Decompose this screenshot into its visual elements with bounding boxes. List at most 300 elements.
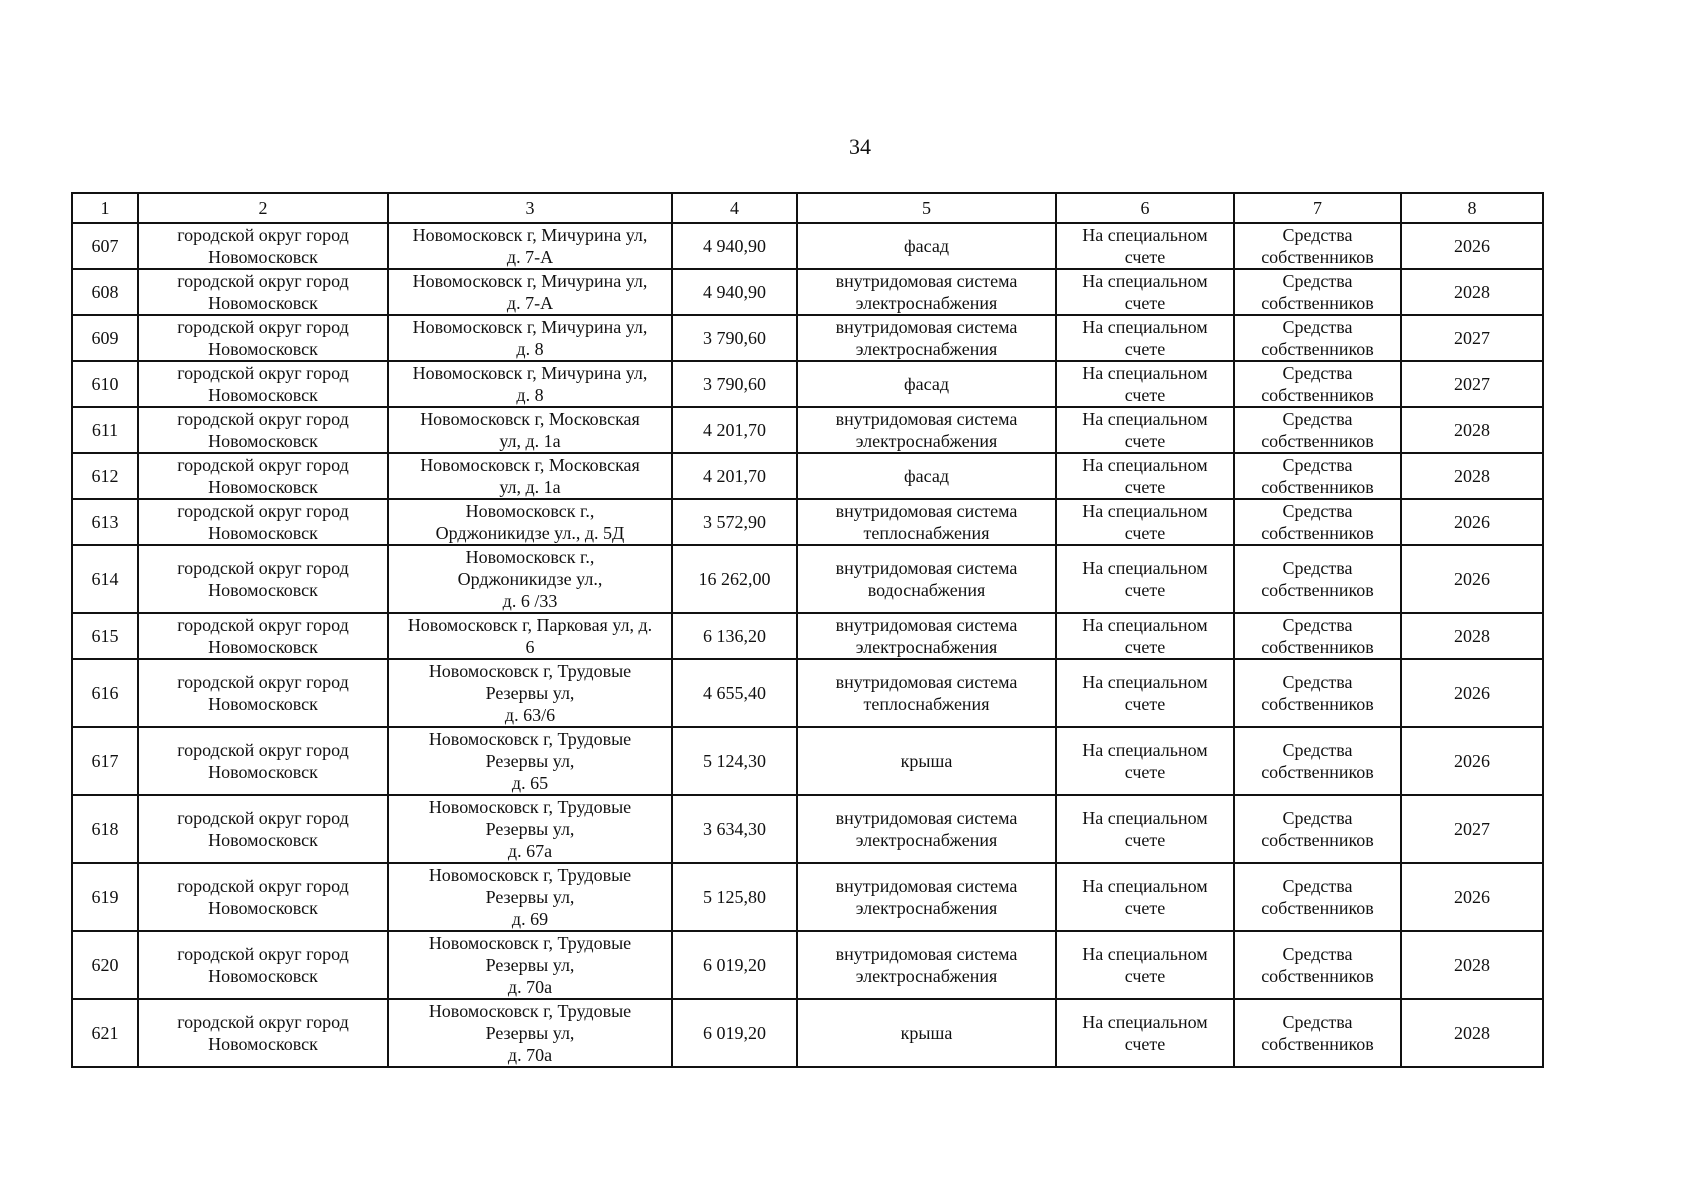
address-cell-line: Новомосковск г, Мичурина ул,: [412, 317, 648, 337]
funding-source-cell-line: собственников: [1261, 339, 1374, 359]
area-cell: 4 201,70: [672, 453, 797, 499]
funding-source-cell-line: Средства: [1282, 271, 1353, 291]
municipality-cell: [138, 499, 388, 545]
table-row: [72, 223, 1543, 269]
address-cell-line: Резервы ул,: [485, 1023, 575, 1043]
address-cell-line: Новомосковск г, Мичурина ул,: [412, 271, 648, 291]
work-type-cell-line: крыша: [900, 1023, 953, 1043]
area-cell: 4 940,90: [672, 223, 797, 269]
funding-source-cell-line: Средства: [1282, 876, 1353, 896]
fund-method-cell-line: На специальном: [1082, 225, 1208, 245]
year-cell: 2027: [1401, 361, 1543, 407]
year-cell: 2026: [1401, 863, 1543, 931]
year-cell: 2028: [1401, 269, 1543, 315]
funding-source-cell-line: Средства: [1282, 501, 1353, 521]
work-type-cell-line: крыша: [900, 751, 953, 771]
address-cell-line: д. 69: [511, 909, 549, 929]
area-cell: 4 940,90: [672, 269, 797, 315]
row-number-cell: 616: [72, 659, 138, 727]
address-cell-line: Новомосковск г, Трудовые: [428, 661, 632, 681]
municipality-cell: [138, 613, 388, 659]
fund-method-cell: [1056, 315, 1234, 361]
fund-method-cell: [1056, 863, 1234, 931]
address-cell: [388, 863, 672, 931]
row-number-cell: 612: [72, 453, 138, 499]
table-row: [72, 269, 1543, 315]
address-cell-line: д. 7-А: [506, 247, 554, 267]
fund-method-cell-line: счете: [1124, 339, 1166, 359]
municipality-cell-line: Новомосковск: [208, 293, 318, 313]
column-header: 2: [138, 193, 388, 223]
fund-method-cell-line: На специальном: [1082, 615, 1208, 635]
address-cell-line: Новомосковск г, Мичурина ул,: [412, 363, 648, 383]
address-cell-line: Резервы ул,: [485, 819, 575, 839]
area-cell: 3 790,60: [672, 361, 797, 407]
funding-source-cell: [1234, 223, 1401, 269]
funding-source-cell: [1234, 315, 1401, 361]
municipality-cell-line: городской округ город: [177, 944, 349, 964]
work-type-cell: [797, 315, 1056, 361]
address-cell-line: д. 6 /33: [502, 591, 558, 611]
funding-source-cell-line: собственников: [1261, 898, 1374, 918]
table-row: [72, 863, 1543, 931]
column-number-row: [72, 193, 1543, 223]
municipality-cell-line: городской округ город: [177, 740, 349, 760]
fund-method-cell-line: счете: [1124, 293, 1166, 313]
table-row: [72, 315, 1543, 361]
work-type-cell-line: электроснабжения: [855, 339, 998, 359]
funding-source-cell: [1234, 453, 1401, 499]
address-cell: [388, 315, 672, 361]
funding-source-cell-line: собственников: [1261, 385, 1374, 405]
work-type-cell-line: внутридомовая система: [835, 672, 1018, 692]
row-number-cell: 617: [72, 727, 138, 795]
area-cell: 5 125,80: [672, 863, 797, 931]
work-type-cell-line: внутридомовая система: [835, 615, 1018, 635]
municipality-cell-line: городской округ город: [177, 317, 349, 337]
municipality-cell: [138, 931, 388, 999]
municipality-cell-line: городской округ город: [177, 808, 349, 828]
table-row: [72, 931, 1543, 999]
municipality-cell-line: городской округ город: [177, 558, 349, 578]
column-header: 3: [388, 193, 672, 223]
address-cell-line: Новомосковск г.,: [465, 547, 595, 567]
table-row: [72, 727, 1543, 795]
work-type-cell-line: внутридомовая система: [835, 271, 1018, 291]
municipality-cell-line: Новомосковск: [208, 477, 318, 497]
work-type-cell: [797, 727, 1056, 795]
fund-method-cell-line: На специальном: [1082, 363, 1208, 383]
year-cell: 2026: [1401, 727, 1543, 795]
funding-source-cell: [1234, 795, 1401, 863]
fund-method-cell: [1056, 999, 1234, 1067]
work-type-cell: [797, 223, 1056, 269]
funding-source-cell-line: собственников: [1261, 477, 1374, 497]
fund-method-cell-line: На специальном: [1082, 455, 1208, 475]
fund-method-cell-line: счете: [1124, 1034, 1166, 1054]
funding-source-cell-line: собственников: [1261, 637, 1374, 657]
funding-source-cell: [1234, 613, 1401, 659]
funding-source-cell-line: собственников: [1261, 580, 1374, 600]
row-number-cell: 613: [72, 499, 138, 545]
row-number-cell: 620: [72, 931, 138, 999]
municipality-cell: [138, 223, 388, 269]
area-cell: 6 019,20: [672, 931, 797, 999]
fund-method-cell-line: счете: [1124, 247, 1166, 267]
address-cell: [388, 999, 672, 1067]
address-cell-line: д. 7-А: [506, 293, 554, 313]
municipality-cell: [138, 659, 388, 727]
municipality-cell: [138, 795, 388, 863]
fund-method-cell-line: счете: [1124, 898, 1166, 918]
work-type-cell-line: фасад: [903, 374, 949, 394]
funding-source-cell-line: собственников: [1261, 762, 1374, 782]
fund-method-cell: [1056, 613, 1234, 659]
municipality-cell-line: Новомосковск: [208, 637, 318, 657]
work-type-cell-line: электроснабжения: [855, 431, 998, 451]
work-type-cell-line: фасад: [903, 236, 949, 256]
address-cell: [388, 361, 672, 407]
address-cell: [388, 795, 672, 863]
municipality-cell-line: Новомосковск: [208, 694, 318, 714]
row-number-cell: 619: [72, 863, 138, 931]
fund-method-cell-line: На специальном: [1082, 740, 1208, 760]
page-number: 34: [849, 134, 871, 159]
fund-method-cell-line: счете: [1124, 477, 1166, 497]
year-cell: 2028: [1401, 453, 1543, 499]
municipality-cell-line: Новомосковск: [208, 523, 318, 543]
column-header: 8: [1401, 193, 1543, 223]
area-cell: 5 124,30: [672, 727, 797, 795]
fund-method-cell-line: На специальном: [1082, 501, 1208, 521]
funding-source-cell-line: Средства: [1282, 363, 1353, 383]
municipality-cell: [138, 453, 388, 499]
work-type-cell: [797, 361, 1056, 407]
municipality-cell: [138, 545, 388, 613]
work-type-cell: [797, 269, 1056, 315]
fund-method-cell-line: счете: [1124, 762, 1166, 782]
municipality-cell-line: Новомосковск: [208, 966, 318, 986]
work-type-cell-line: водоснабжения: [867, 580, 986, 600]
funding-source-cell-line: Средства: [1282, 225, 1353, 245]
fund-method-cell: [1056, 407, 1234, 453]
funding-source-cell: [1234, 269, 1401, 315]
table-row: [72, 659, 1543, 727]
row-number-cell: 607: [72, 223, 138, 269]
table-row: [72, 795, 1543, 863]
funding-source-cell-line: Средства: [1282, 409, 1353, 429]
work-type-cell: [797, 863, 1056, 931]
fund-method-cell: [1056, 361, 1234, 407]
municipality-cell: [138, 727, 388, 795]
work-type-cell: [797, 407, 1056, 453]
work-type-cell-line: внутридомовая система: [835, 944, 1018, 964]
work-type-cell-line: теплоснабжения: [863, 694, 990, 714]
fund-method-cell: [1056, 931, 1234, 999]
municipality-cell: [138, 315, 388, 361]
work-type-cell-line: электроснабжения: [855, 293, 998, 313]
address-cell-line: д. 70а: [507, 977, 553, 997]
address-cell-line: Новомосковск г, Парковая ул, д.: [407, 615, 653, 635]
funding-source-cell: [1234, 545, 1401, 613]
address-cell-line: Новомосковск г, Московская: [420, 455, 640, 475]
work-type-cell-line: внутридомовая система: [835, 808, 1018, 828]
table-row: [72, 361, 1543, 407]
address-cell-line: Резервы ул,: [485, 955, 575, 975]
row-number-cell: 609: [72, 315, 138, 361]
fund-method-cell-line: На специальном: [1082, 409, 1208, 429]
work-type-cell: [797, 453, 1056, 499]
address-cell-line: д. 67а: [507, 841, 553, 861]
fund-method-cell-line: На специальном: [1082, 808, 1208, 828]
row-number-cell: 621: [72, 999, 138, 1067]
work-type-cell-line: внутридомовая система: [835, 317, 1018, 337]
municipality-cell-line: городской округ город: [177, 672, 349, 692]
municipality-cell-line: Новомосковск: [208, 830, 318, 850]
work-type-cell: [797, 499, 1056, 545]
municipality-cell-line: городской округ город: [177, 409, 349, 429]
table-row: [72, 499, 1543, 545]
area-cell: 3 790,60: [672, 315, 797, 361]
address-cell-line: д. 65: [511, 773, 549, 793]
year-cell: 2026: [1401, 659, 1543, 727]
municipality-cell-line: городской округ город: [177, 876, 349, 896]
row-number-cell: 608: [72, 269, 138, 315]
address-cell-line: Резервы ул,: [485, 887, 575, 907]
fund-method-cell-line: На специальном: [1082, 944, 1208, 964]
row-number-cell: 611: [72, 407, 138, 453]
work-type-cell: [797, 659, 1056, 727]
column-header: 6: [1056, 193, 1234, 223]
fund-method-cell-line: На специальном: [1082, 271, 1208, 291]
funding-source-cell-line: собственников: [1261, 523, 1374, 543]
funding-source-cell: [1234, 659, 1401, 727]
funding-source-cell-line: Средства: [1282, 455, 1353, 475]
work-type-cell-line: внутридомовая система: [835, 501, 1018, 521]
row-number-cell: 610: [72, 361, 138, 407]
address-cell-line: Новомосковск г, Мичурина ул,: [412, 225, 648, 245]
fund-method-cell-line: На специальном: [1082, 1012, 1208, 1032]
funding-source-cell: [1234, 999, 1401, 1067]
work-type-cell-line: теплоснабжения: [863, 523, 990, 543]
fund-method-cell: [1056, 499, 1234, 545]
municipality-cell-line: городской округ город: [177, 225, 349, 245]
address-cell-line: Новомосковск г, Трудовые: [428, 865, 632, 885]
funding-source-cell: [1234, 407, 1401, 453]
funding-source-cell-line: Средства: [1282, 944, 1353, 964]
column-header: 5: [797, 193, 1056, 223]
funding-source-cell: [1234, 361, 1401, 407]
address-cell: [388, 499, 672, 545]
address-cell-line: Новомосковск г, Трудовые: [428, 729, 632, 749]
column-header: 4: [672, 193, 797, 223]
year-cell: 2026: [1401, 223, 1543, 269]
fund-method-cell-line: На специальном: [1082, 672, 1208, 692]
fund-method-cell: [1056, 545, 1234, 613]
funding-source-cell-line: собственников: [1261, 293, 1374, 313]
area-cell: 6 019,20: [672, 999, 797, 1067]
work-type-cell: [797, 613, 1056, 659]
table-row: [72, 999, 1543, 1067]
work-type-cell: [797, 545, 1056, 613]
work-type-cell-line: электроснабжения: [855, 898, 998, 918]
funding-source-cell-line: Средства: [1282, 740, 1353, 760]
work-type-cell-line: внутридомовая система: [835, 558, 1018, 578]
municipality-cell-line: Новомосковск: [208, 339, 318, 359]
fund-method-cell-line: счете: [1124, 385, 1166, 405]
funding-source-cell-line: собственников: [1261, 431, 1374, 451]
column-header: 7: [1234, 193, 1401, 223]
municipality-cell: [138, 407, 388, 453]
fund-method-cell-line: счете: [1124, 580, 1166, 600]
funding-source-cell-line: Средства: [1282, 1012, 1353, 1032]
area-cell: 3 634,30: [672, 795, 797, 863]
year-cell: 2028: [1401, 407, 1543, 453]
municipality-cell-line: Новомосковск: [208, 898, 318, 918]
area-cell: 16 262,00: [672, 545, 797, 613]
area-cell: 6 136,20: [672, 613, 797, 659]
funding-source-cell-line: собственников: [1261, 1034, 1374, 1054]
municipality-cell-line: городской округ город: [177, 501, 349, 521]
fund-method-cell-line: На специальном: [1082, 558, 1208, 578]
address-cell-line: Орджоникидзе ул., д. 5Д: [435, 523, 625, 543]
funding-source-cell-line: собственников: [1261, 966, 1374, 986]
table-row: [72, 407, 1543, 453]
funding-source-cell: [1234, 499, 1401, 545]
area-cell: 4 655,40: [672, 659, 797, 727]
table-row: [72, 613, 1543, 659]
table-row: [72, 453, 1543, 499]
funding-source-cell-line: Средства: [1282, 558, 1353, 578]
fund-method-cell: [1056, 453, 1234, 499]
address-cell-line: Новомосковск г, Трудовые: [428, 933, 632, 953]
municipality-cell-line: Новомосковск: [208, 385, 318, 405]
fund-method-cell: [1056, 223, 1234, 269]
address-cell-line: Новомосковск г, Трудовые: [428, 1001, 632, 1021]
fund-method-cell: [1056, 727, 1234, 795]
year-cell: 2027: [1401, 315, 1543, 361]
address-cell: [388, 613, 672, 659]
work-type-cell-line: электроснабжения: [855, 966, 998, 986]
address-cell-line: д. 8: [516, 339, 544, 359]
municipality-cell-line: городской округ город: [177, 455, 349, 475]
funding-source-cell-line: Средства: [1282, 615, 1353, 635]
fund-method-cell-line: счете: [1124, 966, 1166, 986]
table-header: [72, 193, 1543, 223]
funding-source-cell: [1234, 863, 1401, 931]
fund-method-cell-line: счете: [1124, 431, 1166, 451]
row-number-cell: 615: [72, 613, 138, 659]
repair-schedule-table: [71, 192, 1544, 1068]
work-type-cell-line: внутридомовая система: [835, 876, 1018, 896]
address-cell-line: Орджоникидзе ул.,: [457, 569, 603, 589]
address-cell: [388, 453, 672, 499]
address-cell-line: Резервы ул,: [485, 683, 575, 703]
address-cell: [388, 545, 672, 613]
fund-method-cell: [1056, 795, 1234, 863]
funding-source-cell-line: собственников: [1261, 830, 1374, 850]
fund-method-cell-line: счете: [1124, 523, 1166, 543]
address-cell-line: ул, д. 1а: [499, 477, 561, 497]
area-cell: 3 572,90: [672, 499, 797, 545]
municipality-cell-line: городской округ город: [177, 271, 349, 291]
address-cell-line: Новомосковск г.,: [465, 501, 595, 521]
table-body: [72, 223, 1543, 1067]
address-cell: [388, 727, 672, 795]
municipality-cell-line: городской округ город: [177, 1012, 349, 1032]
municipality-cell-line: Новомосковск: [208, 431, 318, 451]
table-row: [72, 545, 1543, 613]
address-cell: [388, 269, 672, 315]
municipality-cell: [138, 361, 388, 407]
year-cell: 2026: [1401, 545, 1543, 613]
row-number-cell: 618: [72, 795, 138, 863]
municipality-cell-line: Новомосковск: [208, 580, 318, 600]
fund-method-cell-line: счете: [1124, 830, 1166, 850]
address-cell: [388, 223, 672, 269]
address-cell-line: Резервы ул,: [485, 751, 575, 771]
funding-source-cell-line: Средства: [1282, 808, 1353, 828]
work-type-cell-line: электроснабжения: [855, 830, 998, 850]
year-cell: 2028: [1401, 931, 1543, 999]
municipality-cell-line: городской округ город: [177, 363, 349, 383]
fund-method-cell-line: На специальном: [1082, 876, 1208, 896]
work-type-cell: [797, 795, 1056, 863]
fund-method-cell-line: счете: [1124, 637, 1166, 657]
municipality-cell-line: городской округ город: [177, 615, 349, 635]
address-cell: [388, 407, 672, 453]
fund-method-cell-line: счете: [1124, 694, 1166, 714]
address-cell: [388, 931, 672, 999]
column-header: 1: [72, 193, 138, 223]
address-cell-line: д. 70а: [507, 1045, 553, 1065]
funding-source-cell: [1234, 727, 1401, 795]
municipality-cell: [138, 999, 388, 1067]
work-type-cell: [797, 999, 1056, 1067]
year-cell: 2028: [1401, 999, 1543, 1067]
year-cell: 2028: [1401, 613, 1543, 659]
funding-source-cell-line: собственников: [1261, 694, 1374, 714]
year-cell: 2026: [1401, 499, 1543, 545]
address-cell-line: д. 63/6: [504, 705, 556, 725]
municipality-cell-line: Новомосковск: [208, 1034, 318, 1054]
work-type-cell-line: электроснабжения: [855, 637, 998, 657]
funding-source-cell-line: собственников: [1261, 247, 1374, 267]
address-cell: [388, 659, 672, 727]
work-type-cell-line: фасад: [903, 466, 949, 486]
fund-method-cell: [1056, 659, 1234, 727]
municipality-cell-line: Новомосковск: [208, 247, 318, 267]
work-type-cell-line: внутридомовая система: [835, 409, 1018, 429]
funding-source-cell: [1234, 931, 1401, 999]
area-cell: 4 201,70: [672, 407, 797, 453]
funding-source-cell-line: Средства: [1282, 672, 1353, 692]
address-cell-line: 6: [525, 637, 535, 657]
funding-source-cell-line: Средства: [1282, 317, 1353, 337]
address-cell-line: ул, д. 1а: [499, 431, 561, 451]
fund-method-cell-line: На специальном: [1082, 317, 1208, 337]
address-cell-line: д. 8: [516, 385, 544, 405]
work-type-cell: [797, 931, 1056, 999]
municipality-cell: [138, 269, 388, 315]
municipality-cell: [138, 863, 388, 931]
municipality-cell-line: Новомосковск: [208, 762, 318, 782]
address-cell-line: Новомосковск г, Трудовые: [428, 797, 632, 817]
fund-method-cell: [1056, 269, 1234, 315]
row-number-cell: 614: [72, 545, 138, 613]
address-cell-line: Новомосковск г, Московская: [420, 409, 640, 429]
year-cell: 2027: [1401, 795, 1543, 863]
